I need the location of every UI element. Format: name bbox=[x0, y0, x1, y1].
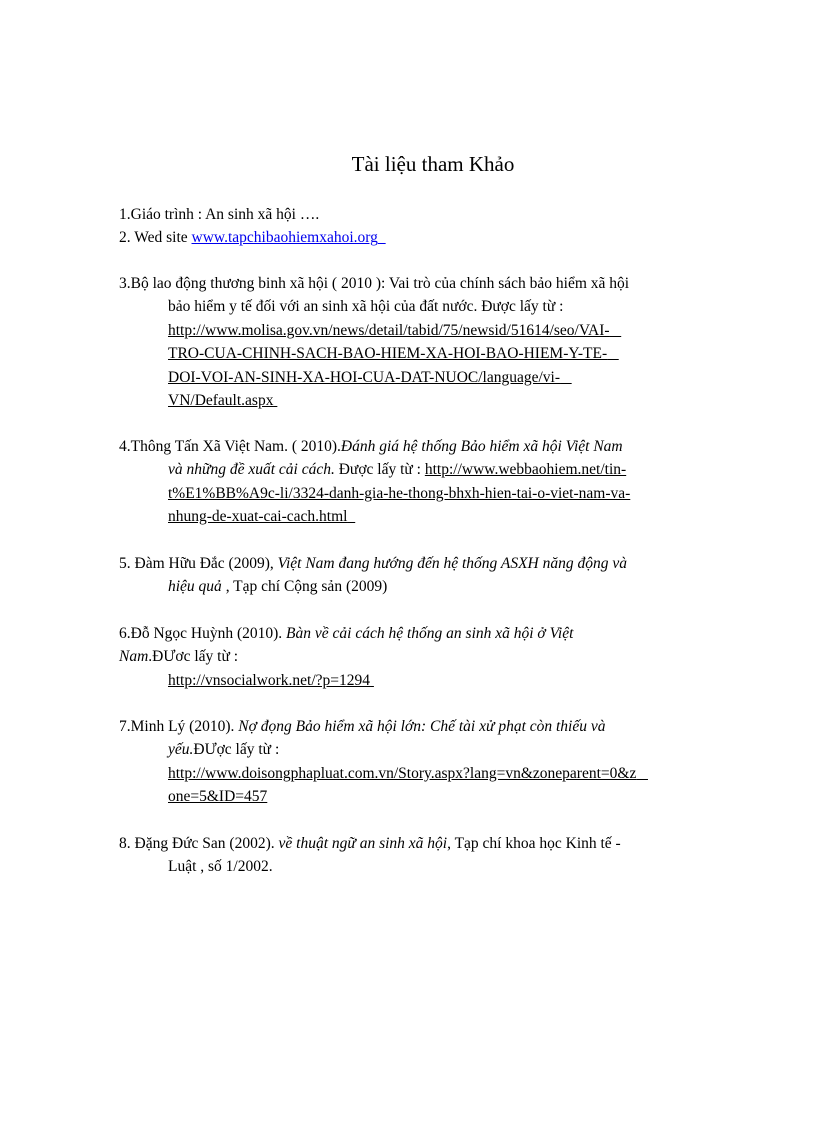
page-title: Tài liệu tham Khảo bbox=[351, 152, 515, 176]
reference-6-title: Bàn về cải cách hệ thống an sinh xã hội ở Việt bbox=[286, 625, 574, 642]
reference-5-line-1: 5. Đàm Hữu Đắc (2009), Việt Nam đang hướng đến hệ thống ASXH năng động và bbox=[119, 555, 628, 572]
reference-6-line-1: 6.Đỗ Ngọc Huỳnh (2010). Bàn về cải cách hệ thống an sinh xã hội ở Việt bbox=[119, 625, 574, 642]
reference-8-line-1: 8. Đặng Đức San (2002). về thuật ngữ an sinh xã hội, Tạp chí khoa học Kinh tế - bbox=[119, 835, 621, 852]
reference-3-url-line-4[interactable]: VN/Default.aspx bbox=[168, 392, 274, 409]
reference-4-title: Đánh giá hệ thống Bảo hiểm xã hội Việt Nam bbox=[340, 438, 623, 455]
reference-7-line-2: yếu.ĐƯợc lấy từ : bbox=[168, 741, 280, 758]
reference-4-line-1 bbox=[119, 435, 623, 458]
reference-5-title: Việt Nam đang hướng đến hệ thống ASXH năng động và bbox=[277, 555, 628, 572]
reference-7-line-1: 7.Minh Lý (2010). Nợ đọng Bảo hiểm xã hội lớn: Chế tài xử phạt còn thiếu và bbox=[119, 718, 606, 735]
reference-1: 1.Giáo trình : An sinh xã hội …. bbox=[119, 206, 320, 223]
reference-7-url-line-2[interactable]: one=5&ID=457 bbox=[168, 788, 268, 805]
reference-2-link[interactable]: www.tapchibaohiemxahoi.org bbox=[191, 229, 378, 246]
reference-3-line-1: 3.Bộ lao động thương binh xã hội ( 2010 ): Vai trò của chính sách bảo hiểm xã hội bbox=[119, 275, 630, 292]
reference-3-url-line-1[interactable]: http://www.molisa.gov.vn/news/detail/tabid/75/newsid/51614/seo/VAI- bbox=[168, 322, 610, 339]
reference-7-title: Nợ đọng Bảo hiểm xã hội lớn: Chế tài xử phạt còn thiếu và bbox=[238, 718, 606, 735]
reference-5-line-2: hiệu quả , Tạp chí Cộng sản (2009) bbox=[168, 578, 388, 595]
reference-2-prefix: 2. Wed site bbox=[119, 229, 192, 246]
reference-6-line-2: Nam.ĐƯơc lấy từ : bbox=[119, 648, 239, 665]
reference-4-url-line-2[interactable]: t%E1%BB%A9c-li/3324-danh-gia-he-thong-bhxh-hien-tai-o-viet-nam-va- bbox=[168, 485, 631, 502]
reference-3-url-line-2[interactable]: TRO-CUA-CHINH-SACH-BAO-HIEM-XA-HOI-BAO-HIEM-Y-TE- bbox=[168, 345, 608, 362]
reference-4-prefix: 4.Thông Tấn Xã Việt Nam. ( 2010). bbox=[119, 438, 341, 455]
reference-7-url-line-1[interactable]: http://www.doisongphapluat.com.vn/Story.aspx?lang=vn&zoneparent=0&z bbox=[168, 765, 637, 782]
reference-4-title-cont: và những đề xuất cải cách. bbox=[168, 461, 335, 478]
reference-4-url-line-3[interactable]: nhung-de-xuat-cai-cach.html bbox=[168, 508, 348, 525]
reference-2 bbox=[119, 226, 386, 249]
reference-8-line-2: Luật , số 1/2002. bbox=[168, 858, 273, 875]
reference-4-url[interactable]: http://www.webbaohiem.net/tin- bbox=[424, 461, 627, 478]
reference-4-line-2: và những đề xuất cải cách. Được lấy từ : http://www.webbaohiem.net/tin- bbox=[168, 461, 627, 478]
reference-3-url-line-3[interactable]: DOI-VOI-AN-SINH-XA-HOI-CUA-DAT-NUOC/language/vi- bbox=[168, 369, 561, 386]
reference-6-url[interactable]: http://vnsocialwork.net/?p=1294 bbox=[168, 672, 371, 689]
reference-8-title: về thuật ngữ an sinh xã hội bbox=[278, 835, 448, 852]
reference-3-line-2: bảo hiểm y tế đối với an sinh xã hội của đất nước. Được lấy từ : bbox=[168, 298, 564, 315]
